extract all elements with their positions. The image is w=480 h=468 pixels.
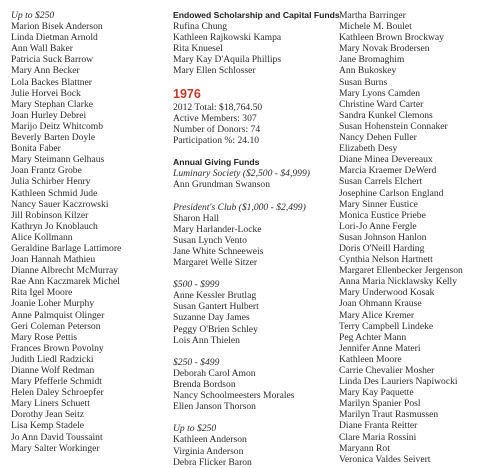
donor-name: Dianne Wolf Redman <box>11 365 95 376</box>
donor-name: Marion Bisek Anderson <box>11 21 103 33</box>
donor-name: Mary Novak Brodersen <box>339 43 430 55</box>
donor-name: Helen Daley Schroepfer <box>11 387 104 399</box>
donor-name: Christine Ward Carter <box>339 98 424 110</box>
donor-name: Linda Dietman Arnold <box>11 32 98 44</box>
donor-name: Jennifer Anne Materi <box>339 342 421 354</box>
donor-name: Participation %: 24.10 <box>173 134 260 146</box>
donor-name: Doris O'Neill Harding <box>339 242 425 254</box>
donor-name: Joan Ohmann Krause <box>339 298 422 310</box>
donor-name: Mary Pfefferle Schmidt <box>11 376 102 388</box>
donor-name: Rita Knuesel <box>173 43 223 55</box>
donor-name: Joanie Loher Murphy <box>11 298 95 310</box>
donor-name: Joan Hannah Mathieu <box>11 254 96 266</box>
donor-name: Susan Gantert Hulbert <box>173 301 259 313</box>
donor-name: Julie Horvei Bock <box>11 87 81 99</box>
donor-name: Joan Hurley Debrei <box>11 109 87 121</box>
giving-level-label: Luminary Society ($2,500 - $4,999) <box>173 168 310 180</box>
donor-name: Monica Eustice Priebe <box>339 209 426 221</box>
donor-name: Jill Robinson Kilzer <box>11 209 89 221</box>
donor-name: Marcia Kraemer DeWerd <box>339 165 437 177</box>
donor-name: Mary Stephan Clarke <box>11 98 94 110</box>
donor-name: Martha Barringer <box>339 10 406 21</box>
donor-column-2 <box>173 10 340 468</box>
donor-name: Mary Harlander-Locke <box>173 223 262 235</box>
donor-name: Debra Flicker Baron <box>173 456 252 468</box>
giving-level-label: Up to $250 <box>11 10 55 21</box>
donor-name: Julia Schirber Henry <box>11 176 91 188</box>
donor-name: Marijo Deitz Whitcomb <box>11 120 104 132</box>
donor-name: Mary Ellen Schlosser <box>173 65 256 77</box>
donor-name: Bonita Faber <box>11 143 61 155</box>
donor-name: Jane White Schneeweis <box>173 245 264 257</box>
donor-name: Josephine Carlson England <box>339 187 444 199</box>
donor-name: Mary Sinner Eustice <box>339 198 418 210</box>
donor-name: Mary Rose Pettis <box>11 331 78 343</box>
donor-name: Joan Frantz Grobe <box>11 165 82 177</box>
spacer <box>173 268 328 279</box>
donor-name: Ann Grundman Swanson <box>173 179 270 191</box>
donor-name: Lois Ann Thielen <box>173 334 240 346</box>
donor-name: Peggy O'Brien Schley <box>173 323 258 335</box>
donor-name: Peg Achter Mann <box>339 331 407 343</box>
donor-name: Active Members: 307 <box>173 112 257 124</box>
donor-name: Nancy Dehen Fuller <box>339 132 417 144</box>
giving-level-label: $250 - $499 <box>173 356 220 368</box>
donor-name: Linda Des Lauriers Napiwocki <box>339 376 458 388</box>
donor-name: Carrie Chevalier Mosher <box>339 365 435 376</box>
donor-name: Suzanne Day James <box>173 312 250 324</box>
donor-name: Lola Backes Blattner <box>11 76 92 88</box>
donor-name: Judith Liedl Radzicki <box>11 353 94 365</box>
donor-name: Dorothy Jean Seitz <box>11 409 85 421</box>
class-year-heading: 1976 <box>173 86 201 101</box>
giving-level-label: President's Club ($1,000 - $2,499) <box>173 201 306 213</box>
donor-name: Nancy Sauer Kaczrowski <box>11 198 109 210</box>
donor-name: Mary Kay Paquette <box>339 387 414 399</box>
donor-name: Mary Salter Workinger <box>11 442 100 454</box>
donor-name: Marilyn Traut Rasmussen <box>339 409 439 421</box>
donor-name: Sharon Hall <box>173 212 220 224</box>
donor-name: Anne Palmquist Olinger <box>11 309 105 321</box>
donor-name: Susan Hohenstein Connaker <box>339 120 448 132</box>
donor-name: Geraldine Barlage Lattimore <box>11 242 122 254</box>
donor-column-3 <box>339 10 477 465</box>
donor-name: Mary Kay D'Aquila Phillips <box>173 54 282 66</box>
donor-name: Frances Brown Povolny <box>11 342 104 354</box>
donor-name: Terry Campbell Lindeke <box>339 320 434 332</box>
giving-level-label: $500 - $999 <box>173 279 220 291</box>
donor-name: Virginia Anderson <box>173 445 244 457</box>
donor-name: Brenda Bordson <box>173 379 236 390</box>
donor-name: Kathryn Jo Knoblauch <box>11 220 98 232</box>
donor-name: Jane Bromaghim <box>339 54 405 66</box>
donor-name: Mary Liners Schuett <box>11 398 90 410</box>
spacer <box>173 77 328 88</box>
donor-name: 2012 Total: $18,764.50 <box>173 101 263 113</box>
donor-name: Lisa Kemp Stadele <box>11 420 84 432</box>
donor-name: Mary Steimann Gelhaus <box>11 154 105 166</box>
donor-column-1 <box>11 10 161 454</box>
donor-name: Mary Lyons Camden <box>339 87 421 99</box>
donor-name: Margaret Ellenbecker Jergenson <box>339 265 463 277</box>
donor-name: Diane Minea Devereaux <box>339 154 433 166</box>
spacer <box>173 412 328 423</box>
donor-name: Kathleen Schmid Jude <box>11 187 98 199</box>
spacer <box>173 146 328 157</box>
donor-name: Margaret Welle Sitzer <box>173 256 258 268</box>
donor-name: Nancy Schoolmeesters Morales <box>173 390 295 402</box>
donor-name: Alice Kollmann <box>11 231 73 243</box>
donor-name: Rae Ann Kaczmarek Michel <box>11 276 120 288</box>
donor-name: Patricia Suck Barrow <box>11 54 94 66</box>
donor-name: Diane Franta Reitter <box>339 420 418 432</box>
donor-name: Sandra Kunkel Clemons <box>339 109 433 121</box>
donor-name: Susan Lynch Vento <box>173 234 247 246</box>
section-heading: Annual Giving Funds <box>173 157 260 168</box>
donor-name: Kathleen Brown Brockway <box>339 32 444 44</box>
donor-name: Number of Donors: 74 <box>173 123 261 135</box>
donor-name: Susan Carrels Elchert <box>339 176 423 188</box>
donor-name: Rufina Chung <box>173 21 228 33</box>
donor-name: Jo Ann David Toussaint <box>11 431 103 443</box>
donor-name: Ann Wall Baker <box>11 43 73 55</box>
donor-name: Kathleen Anderson <box>173 434 247 446</box>
donor-name: Cynthia Nelson Hartnett <box>339 254 433 266</box>
donor-name: Anna Maria Nicklawsky Kelly <box>339 276 458 288</box>
spacer <box>173 346 328 357</box>
donor-name: Mary Alice Kremer <box>339 309 415 321</box>
donor-name: Maryann Rot <box>339 442 390 454</box>
donor-name: Clare Maria Rossini <box>339 431 417 443</box>
donor-name: Susan Johnson Hanlon <box>339 231 427 243</box>
donor-name: Kathleen Rajkowski Kampa <box>173 32 282 44</box>
donor-name: Ann Bukoskey <box>339 65 397 77</box>
donor-name: Rita Igel Moore <box>11 287 73 299</box>
donor-name: Marilyn Spanier Posl <box>339 398 421 410</box>
donor-name: Lori-Jo Anne Fergle <box>339 220 417 232</box>
donor-name: Beverly Barten Doyle <box>11 132 96 144</box>
donor-name: Kathleen Moore <box>339 353 402 365</box>
giving-level-label: Up to $250 <box>173 423 217 435</box>
donor-name: Mary Underwood Kosak <box>339 287 435 299</box>
donor-name: Veronica Valdes Seivert <box>339 453 431 465</box>
donor-name: Mary Ann Becker <box>11 65 80 77</box>
donor-name: Geri Coleman Peterson <box>11 320 101 332</box>
donor-name: Elizabeth Desy <box>339 143 398 155</box>
donor-name: Deborah Carol Amon <box>173 367 256 379</box>
donor-name: Michele M. Boulet <box>339 21 412 33</box>
donor-name: Anne Kessler Brutlag <box>173 290 257 302</box>
donor-name: Susan Burns <box>339 76 388 88</box>
section-heading: Endowed Scholarship and Capital Funds <box>173 10 340 20</box>
spacer <box>173 190 328 201</box>
donor-name: Ellen Janson Thorson <box>173 401 256 413</box>
donor-name: Dianne Albrecht McMurray <box>11 265 119 277</box>
